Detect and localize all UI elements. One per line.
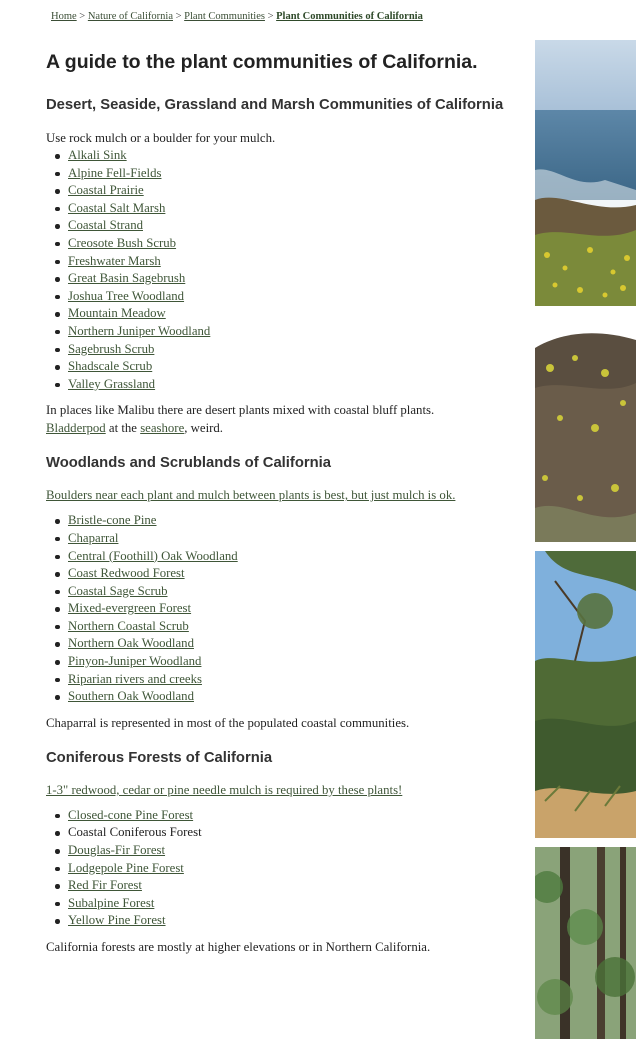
list-item [68, 270, 526, 288]
conifer-heading: Coniferous Forests of California [46, 749, 273, 766]
coastal-scrub-photo [535, 328, 636, 542]
desert-note-text: In places like Malibu there are desert plants mixed with coastal bluff plants. [46, 403, 435, 418]
list-item [68, 842, 526, 860]
list-item [68, 877, 526, 895]
breadcrumb-separator: > [267, 11, 274, 22]
conifer-note: California forests are mostly at higher elevations or in Northern California. [46, 940, 431, 954]
list-item [68, 807, 526, 825]
community-link[interactable]: Creosote Bush Scrub [68, 235, 177, 250]
list-item [68, 323, 526, 341]
community-link[interactable]: Lodgepole Pine Forest [68, 860, 184, 875]
community-link[interactable]: Chaparral [68, 530, 119, 545]
community-link[interactable]: Yellow Pine Forest [68, 913, 166, 928]
conifer-intro [46, 781, 526, 799]
community-link[interactable]: Freshwater Marsh [68, 253, 161, 268]
breadcrumb [51, 11, 423, 22]
desert-note-text: at the [105, 421, 141, 436]
community-link[interactable]: Northern Juniper Woodland [68, 323, 211, 338]
woodland-note: Chaparral is represented in most of the populated coastal communities. [46, 715, 410, 730]
list-item [68, 671, 526, 689]
seashore-link[interactable]: seashore [140, 421, 185, 436]
breadcrumb-communities-link[interactable]: Plant Communities [184, 11, 265, 22]
conifer-list [46, 807, 526, 930]
breadcrumb-nature-link[interactable]: Nature of California [87, 11, 173, 22]
community-text: Coastal Coniferous Forest [68, 825, 202, 840]
list-item [68, 217, 526, 235]
community-link[interactable]: Coastal Prairie [68, 183, 144, 198]
list-item [68, 341, 526, 359]
list-item [68, 376, 526, 394]
community-link[interactable]: Sagebrush Scrub [68, 341, 155, 356]
pine-woodland-photo [535, 551, 636, 838]
list-item [68, 688, 526, 706]
list-item [68, 635, 526, 653]
list-item [68, 895, 526, 913]
desert-list [46, 147, 526, 393]
community-link[interactable]: Northern Oak Woodland [68, 636, 194, 651]
community-link[interactable]: Valley Grassland [68, 376, 156, 391]
desert-heading: Desert, Seaside, Grassland and Marsh Communities of California [46, 97, 504, 113]
desert-intro: Use rock mulch or a boulder for your mulch. [46, 131, 276, 145]
desert-note [46, 401, 526, 437]
coastal-bluff-photo [535, 40, 636, 306]
breadcrumb-separator: > [79, 11, 86, 22]
woodland-heading: Woodlands and Scrublands of California [46, 455, 331, 472]
community-link[interactable]: Southern Oak Woodland [68, 689, 194, 704]
breadcrumb-home-link[interactable]: Home [51, 11, 77, 22]
list-item [68, 530, 526, 548]
community-link[interactable]: Alpine Fell-Fields [68, 165, 162, 180]
community-link[interactable]: Subalpine Forest [68, 895, 155, 910]
community-link[interactable]: Mixed-evergreen Forest [68, 601, 192, 616]
community-link[interactable]: Closed-cone Pine Forest [68, 807, 194, 822]
page-title: A guide to the plant communities of California. [46, 51, 478, 73]
list-item [68, 305, 526, 323]
community-link[interactable]: Bristle-cone Pine [68, 513, 157, 528]
list-item [68, 200, 526, 218]
list-item [68, 147, 526, 165]
list-item [68, 548, 526, 566]
list-item [68, 182, 526, 200]
community-link[interactable]: Northern Coastal Scrub [68, 618, 189, 633]
conifer-mulch-link[interactable]: 1-3" redwood, cedar or pine needle mulch is required by these plants! [46, 782, 403, 797]
community-link[interactable]: Joshua Tree Woodland [68, 288, 185, 303]
community-link[interactable]: Coastal Strand [68, 218, 143, 233]
community-link[interactable]: Shadscale Scrub [68, 359, 153, 374]
list-item [68, 912, 526, 930]
list-item [68, 824, 526, 842]
list-item [68, 288, 526, 306]
list-item [68, 358, 526, 376]
list-item [68, 600, 526, 618]
main-content [46, 36, 526, 956]
list-item [68, 583, 526, 601]
community-link[interactable]: Coastal Sage Scrub [68, 583, 168, 598]
list-item [68, 512, 526, 530]
list-item [68, 618, 526, 636]
breadcrumb-current-link[interactable]: Plant Communities of California [276, 11, 423, 22]
community-link[interactable]: Mountain Meadow [68, 306, 166, 321]
list-item [68, 565, 526, 583]
list-item [68, 235, 526, 253]
woodland-list [46, 512, 526, 706]
conifer-forest-photo [535, 847, 636, 1039]
community-link[interactable]: Coastal Salt Marsh [68, 200, 166, 215]
woodland-intro [46, 486, 526, 504]
breadcrumb-separator: > [175, 11, 182, 22]
list-item [68, 653, 526, 671]
mulch-advice-link[interactable]: Boulders near each plant and mulch between plants is best, but just mulch is ok. [46, 488, 456, 503]
desert-note-text: , weird. [184, 421, 223, 436]
community-link[interactable]: Great Basin Sagebrush [68, 271, 186, 286]
bladderpod-link[interactable]: Bladderpod [46, 421, 106, 436]
community-link[interactable]: Coast Redwood Forest [68, 566, 185, 581]
community-link[interactable]: Alkali Sink [68, 148, 127, 162]
list-item [68, 860, 526, 878]
photo-column [535, 40, 636, 1039]
community-link[interactable]: Douglas-Fir Forest [68, 843, 166, 858]
community-link[interactable]: Central (Foothill) Oak Woodland [68, 548, 238, 563]
list-item [68, 253, 526, 271]
community-link[interactable]: Red Fir Forest [68, 878, 142, 893]
community-link[interactable]: Riparian rivers and creeks [68, 671, 202, 686]
list-item [68, 165, 526, 183]
community-link[interactable]: Pinyon-Juniper Woodland [68, 654, 202, 669]
